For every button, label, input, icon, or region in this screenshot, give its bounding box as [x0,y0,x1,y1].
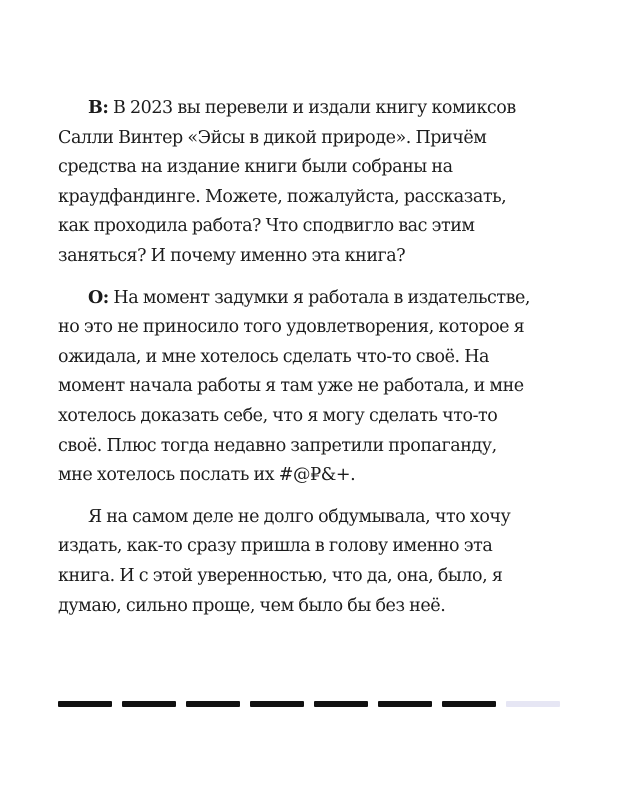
text-line: книга. И с этой уверенностью, что да, она, было, я [58,565,503,586]
progress-segment-inactive [506,701,560,707]
progress-segment-active [58,701,112,707]
progress-segment-active [250,701,304,707]
progress-segment-active [186,701,240,707]
text-line: думаю, сильно проще, чем было бы без неё. [58,595,446,616]
question-marker: В: [88,98,109,118]
text-line: О: На момент задумки я работала в издательстве, [88,287,531,308]
answer-marker: О: [88,287,109,308]
progress-segment-active [314,701,368,707]
text-line: Я на самом деле не долго обдумывала, что хочу [88,506,511,527]
text-line: заняться? И почему именно эта книга? [58,245,406,266]
answer-paragraph [58,284,568,491]
text-line: но это не приносило того удовлетворения, которое я [58,317,525,338]
text-line: краудфандинге. Можете, пожалуйста, рассказать, [58,186,507,207]
text-line: хотелось доказать себе, что я могу сделать что-то [58,405,498,426]
text-line: В: В 2023 вы перевели и издали книгу комиксов [88,98,516,118]
slide-progress-indicator [58,701,560,707]
text-line: Салли Винтер «Эйсы в дикой природе». Причём [58,127,487,148]
text-line: средства на издание книги были собраны на [58,157,453,178]
article-text [58,94,568,633]
progress-segment-active [122,701,176,707]
progress-segment-active [378,701,432,707]
text-line: своё. Плюс тогда недавно запретили пропаганду, [58,435,497,456]
text-line: как проходила работа? Что сподвигло вас этим [58,216,475,237]
text-line: момент начала работы я там уже не работала, и мне [58,376,524,397]
answer-continuation-paragraph [58,503,568,621]
progress-segment-active [442,701,496,707]
text-line: издать, как-то сразу пришла в голову именно эта [58,536,493,557]
question-paragraph [58,94,568,272]
text-line: ожидала, и мне хотелось сделать что-то своё. На [58,346,490,367]
text-line: мне хотелось послать их #@₽&+. [58,465,356,486]
